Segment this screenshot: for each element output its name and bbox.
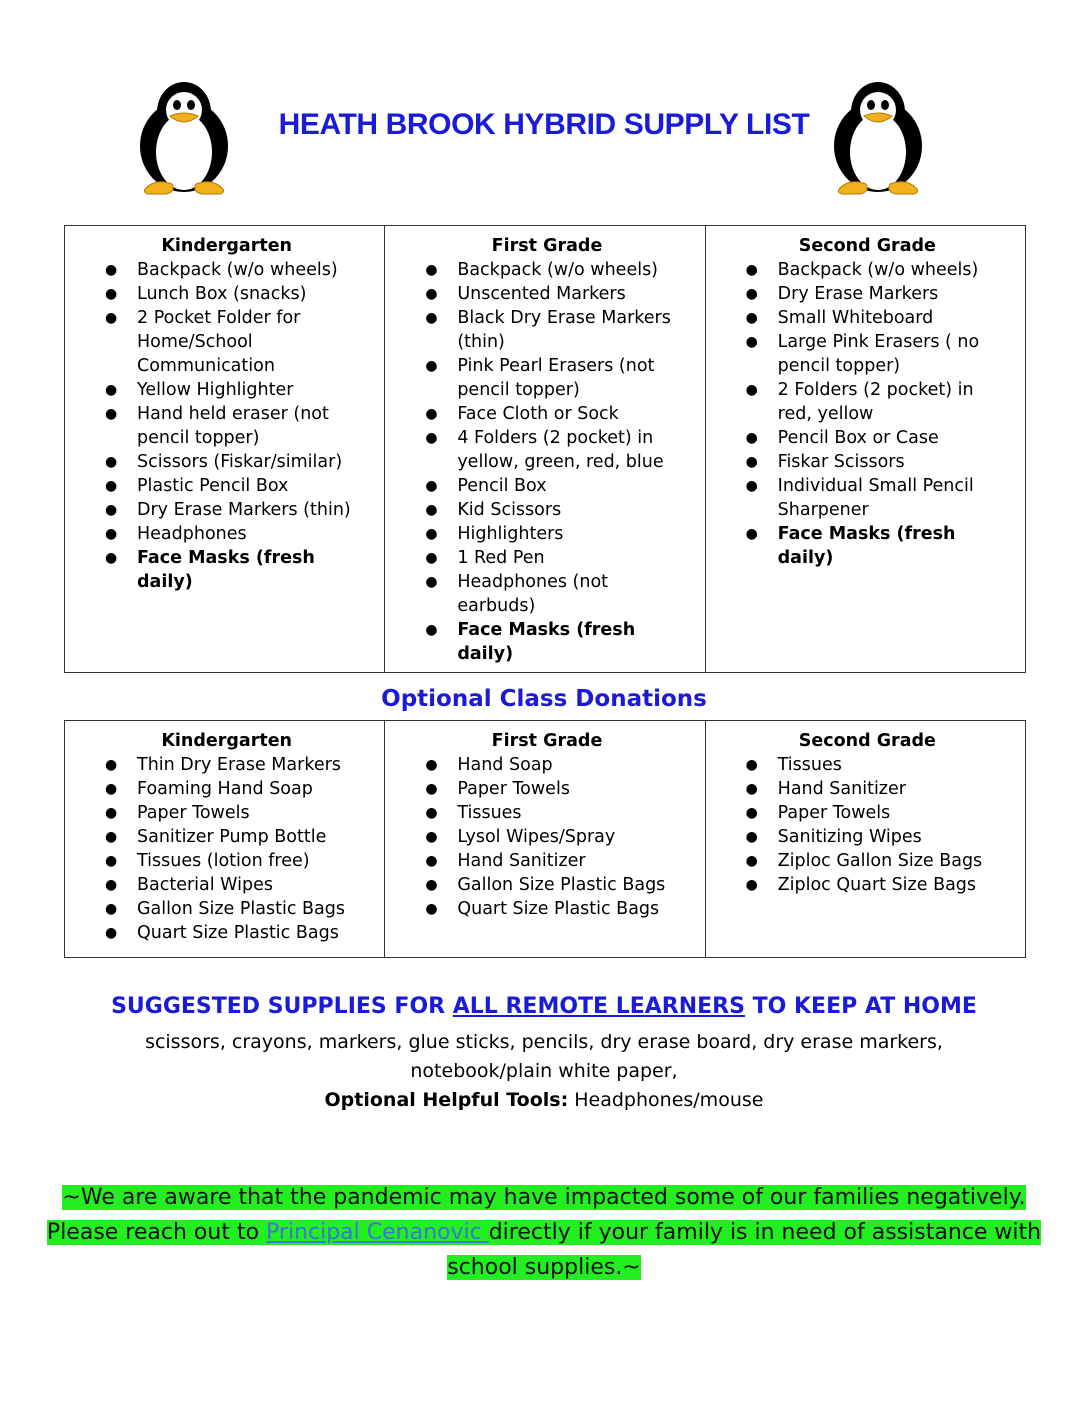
list-item: ● Scissors (Fiskar/similar) bbox=[105, 450, 368, 474]
list-item: ● 4 Folders (2 pocket) in yellow, green, red, blue bbox=[425, 426, 688, 474]
kindergarten-donations-column bbox=[65, 721, 385, 958]
list-item: ● Black Dry Erase Markers (thin) bbox=[425, 306, 688, 354]
first-grade-supply-list bbox=[425, 258, 688, 666]
list-item: ● Pencil Box or Case bbox=[746, 426, 1009, 450]
principal-link[interactable]: Principal Cenanovic bbox=[266, 1220, 489, 1245]
remote-title-end: TO KEEP AT HOME bbox=[744, 994, 977, 1019]
list-item: ● Lysol Wipes/Spray bbox=[425, 825, 688, 849]
list-item: ● Dry Erase Markers (thin) bbox=[105, 498, 368, 522]
column-heading: Second Grade bbox=[798, 236, 936, 256]
donations-title: Optional Class Donations bbox=[381, 686, 707, 712]
list-item: ● 2 Folders (2 pocket) in red, yellow bbox=[746, 378, 1009, 426]
list-item: ● Kid Scissors bbox=[425, 498, 688, 522]
list-item: ● Highlighters bbox=[425, 522, 688, 546]
list-item: ● 2 Pocket Folder for Home/School Communication bbox=[105, 306, 368, 378]
list-item: ● Dry Erase Markers bbox=[746, 282, 1009, 306]
list-item: ● Large Pink Erasers ( no pencil topper) bbox=[746, 330, 1009, 378]
list-item: ● Tissues (lotion free) bbox=[105, 849, 368, 873]
list-item: ● Thin Dry Erase Markers bbox=[105, 753, 368, 777]
donations-table bbox=[64, 720, 1026, 958]
list-item: ● Quart Size Plastic Bags bbox=[105, 921, 368, 945]
list-item: ● Hand Soap bbox=[425, 753, 688, 777]
list-item: ● Hand Sanitizer bbox=[425, 849, 688, 873]
list-item: ● Gallon Size Plastic Bags bbox=[105, 897, 368, 921]
list-item: ● Hand Sanitizer bbox=[746, 777, 1009, 801]
optional-tools-line bbox=[100, 1086, 988, 1115]
list-item: ● Sanitizer Pump Bottle bbox=[105, 825, 368, 849]
list-item: ● Face Masks (fresh daily) bbox=[425, 618, 688, 666]
list-item: ● Quart Size Plastic Bags bbox=[425, 897, 688, 921]
first-grade-donations-column bbox=[385, 721, 705, 958]
kindergarten-donations-list bbox=[105, 753, 368, 945]
list-item: ● Sanitizing Wipes bbox=[746, 825, 1009, 849]
list-item: ● Headphones (not earbuds) bbox=[425, 570, 688, 618]
list-item: ● Pencil Box bbox=[425, 474, 688, 498]
list-item: ● Face Masks (fresh daily) bbox=[105, 546, 368, 594]
list-item: ● Hand held eraser (not pencil topper) bbox=[105, 402, 368, 450]
second-grade-supply-column bbox=[705, 226, 1025, 673]
remote-title-underlined: ALL REMOTE LEARNERS bbox=[452, 994, 745, 1019]
list-item: ● Plastic Pencil Box bbox=[105, 474, 368, 498]
remote-supplies-title bbox=[0, 994, 1088, 1019]
list-item: ● Face Cloth or Sock bbox=[425, 402, 688, 426]
first-grade-donations-list bbox=[425, 753, 688, 921]
list-item: ● Pink Pearl Erasers (not pencil topper) bbox=[425, 354, 688, 402]
column-heading: Second Grade bbox=[798, 731, 936, 751]
optional-tools-label: Optional Helpful Tools: bbox=[324, 1089, 569, 1111]
first-grade-supply-column bbox=[385, 226, 705, 673]
list-item: ● Gallon Size Plastic Bags bbox=[425, 873, 688, 897]
second-grade-supply-list bbox=[746, 258, 1009, 570]
list-item: ● Ziploc Gallon Size Bags bbox=[746, 849, 1009, 873]
list-item: ● Ziploc Quart Size Bags bbox=[746, 873, 1009, 897]
list-item: ● Backpack (w/o wheels) bbox=[425, 258, 688, 282]
optional-tools-value: Headphones/mouse bbox=[568, 1089, 764, 1111]
list-item: ● Bacterial Wipes bbox=[105, 873, 368, 897]
list-item: ● Backpack (w/o wheels) bbox=[746, 258, 1009, 282]
list-item: ● Foaming Hand Soap bbox=[105, 777, 368, 801]
list-item: ● Paper Towels bbox=[105, 801, 368, 825]
second-grade-donations-list bbox=[746, 753, 1009, 897]
list-item: ● Fiskar Scissors bbox=[746, 450, 1009, 474]
kindergarten-supply-list bbox=[105, 258, 368, 594]
list-item: ● Tissues bbox=[425, 801, 688, 825]
list-item: ● Paper Towels bbox=[746, 801, 1009, 825]
list-item: ● 1 Red Pen bbox=[425, 546, 688, 570]
notice-text-start: ~We are aware that the pandemic may have impacted some of our families negatively. Please reach out to bbox=[46, 1185, 1026, 1245]
list-item: ● Small Whiteboard bbox=[746, 306, 1009, 330]
column-heading: Kindergarten bbox=[161, 731, 293, 751]
list-item: ● Lunch Box (snacks) bbox=[105, 282, 368, 306]
remote-supplies-text bbox=[100, 1028, 988, 1115]
list-item: ● Face Masks (fresh daily) bbox=[746, 522, 1009, 570]
list-item: ● Headphones bbox=[105, 522, 368, 546]
assistance-notice bbox=[40, 1180, 1048, 1285]
page-title: HEATH BROOK HYBRID SUPPLY LIST bbox=[278, 108, 810, 141]
notice-highlight bbox=[47, 1185, 1041, 1280]
remote-title-start: SUGGESTED SUPPLIES FOR bbox=[111, 994, 453, 1019]
column-heading: Kindergarten bbox=[161, 236, 293, 256]
column-heading: First Grade bbox=[491, 236, 603, 256]
list-item: ● Tissues bbox=[746, 753, 1009, 777]
list-item: ● Backpack (w/o wheels) bbox=[105, 258, 368, 282]
notice-text-end: directly if your family is in need of assistance with school supplies.~ bbox=[447, 1220, 1042, 1280]
list-item: ● Paper Towels bbox=[425, 777, 688, 801]
column-heading: First Grade bbox=[491, 731, 603, 751]
remote-supplies-list: scissors, crayons, markers, glue sticks, pencils, dry erase board, dry erase markers, notebook/plain white paper, bbox=[145, 1031, 943, 1082]
second-grade-donations-column bbox=[705, 721, 1025, 958]
list-item: ● Yellow Highlighter bbox=[105, 378, 368, 402]
supply-list-table bbox=[64, 225, 1026, 673]
kindergarten-supply-column bbox=[65, 226, 385, 673]
list-item: ● Individual Small Pencil Sharpener bbox=[746, 474, 1009, 522]
list-item: ● Unscented Markers bbox=[425, 282, 688, 306]
